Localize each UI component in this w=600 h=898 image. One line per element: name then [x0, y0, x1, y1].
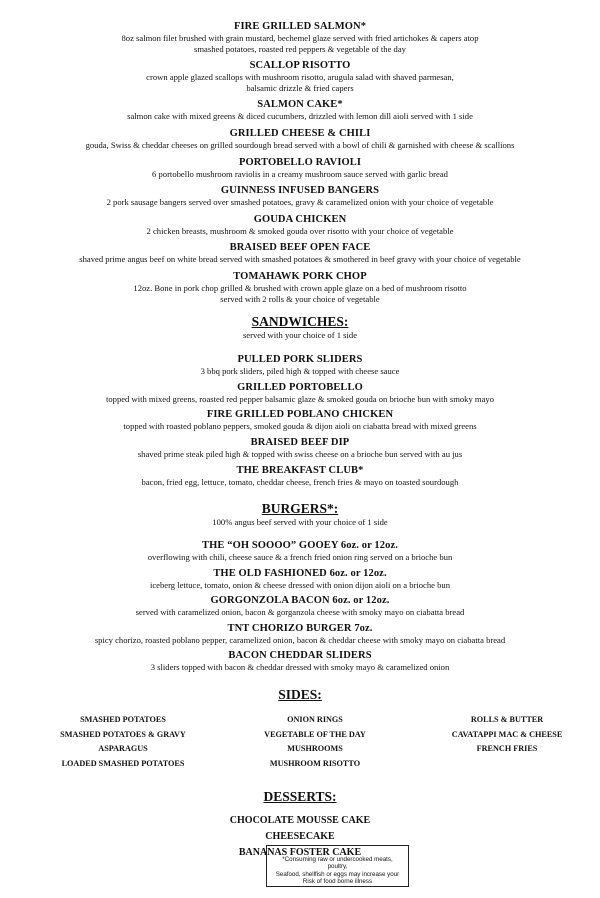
menu-item-description: topped with roasted poblano peppers, smoked gouda & dijon aioli on ciabatta bread with mixed greens	[123, 421, 477, 432]
menu-item-title: GRILLED CHEESE & CHILI	[229, 127, 371, 139]
side-item: VEGETABLE OF THE DAY	[264, 729, 366, 739]
entrees-section	[0, 0, 600, 304]
menu-item	[0, 60, 600, 93]
menu-item-description: salmon cake with mixed greens & diced cucumbers, drizzled with lemon dill aioli served with 1 side	[127, 111, 473, 122]
sandwiches-section	[0, 314, 600, 487]
dessert-item: CHEESECAKE	[265, 831, 335, 843]
side-item: SMASHED POTATOES & GRAVY	[60, 729, 186, 739]
burgers-section	[0, 501, 600, 673]
menu-item-description: shaved prime steak piled high & topped with swiss cheese on a brioche bun served with au jus	[137, 448, 463, 459]
menu-item-title: GUINNESS INFUSED BANGERS	[220, 185, 380, 197]
menu-item-description: crown apple glazed scallops with mushroom risotto, arugula salad with shaved parmesan,	[146, 72, 454, 83]
menu-item-description: 12oz. Bone in pork chop grilled & brushed with crown apple glaze on a bed of mushroom risotto	[133, 282, 467, 293]
menu-item-description: served with caramelized onion, bacon & gorganzola cheese with smoky mayo on ciabatta bread	[135, 607, 465, 618]
sandwiches-subtitle: served with your choice of 1 side	[242, 330, 358, 341]
menu-item-description: 2 chicken breasts, mushroom & smoked gouda over risotto with your choice of vegetable	[146, 225, 454, 236]
side-item: SMASHED POTATOES	[80, 715, 166, 725]
menu-item	[0, 409, 600, 432]
menu-item-description: smashed potatoes, roasted red peppers & vegetable of the day	[194, 43, 406, 54]
side-item: CAVATAPPI MAC & CHEESE	[451, 729, 563, 739]
side-item: ROLLS & BUTTER	[470, 715, 544, 725]
notice-line: Risk of food borne illness	[302, 878, 373, 886]
food-safety-notice	[266, 845, 409, 887]
menu-item-title: FIRE GRILLED SALMON*	[233, 21, 367, 32]
menu-item-title: SALMON CAKE*	[257, 99, 343, 111]
menu-item-description: bacon, fried egg, lettuce, tomato, cheddar cheese, french fries & mayo on toasted sourdough	[141, 476, 459, 487]
sides-column-2	[240, 713, 390, 771]
menu-item-description: 3 bbq pork sliders, piled high & topped with cheese sauce	[200, 366, 400, 377]
menu-item-description: topped with mixed greens, roasted red pepper balsamic glaze & smoked gouda on brioche bun with smoky mayo	[105, 393, 495, 404]
menu-item-description: iceberg lettuce, tomato, onion & cheese dressed with onion dijon aioli on a brioche bun	[149, 579, 451, 590]
menu-item	[0, 623, 600, 646]
side-item: MUSHROOMS	[287, 744, 343, 754]
burgers-subtitle: 100% angus beef served with your choice of 1 side	[212, 517, 388, 528]
menu-item-description: served with 2 rolls & your choice of vegetable	[220, 293, 380, 304]
sides-column-1	[48, 713, 198, 771]
menu-item-title: FIRE GRILLED POBLANO CHICKEN	[206, 409, 394, 421]
entrees-list	[0, 21, 600, 304]
dessert-item: CHOCOLATE MOUSSE CAKE	[229, 815, 371, 827]
menu-item	[0, 99, 600, 122]
menu-item-title: GORGONZOLA BACON 6oz. or 12oz.	[210, 595, 390, 607]
menu-item-description: overflowing with chili, cheese sauce & a french fried onion ring served on a brioche bun	[147, 552, 453, 563]
menu-item-description: 8oz salmon filet brushed with grain mustard, bechemel glaze served with fried artichokes & capers atop	[121, 33, 479, 43]
menu-item-description: shaved prime angus beef on white bread served with smashed potatoes & smothered in beef gravy with your choice of vegetable	[79, 254, 521, 265]
menu-item-title: TOMAHAWK PORK CHOP	[233, 270, 367, 282]
menu-item-title: GRILLED PORTOBELLO	[237, 381, 363, 393]
menu-item	[0, 568, 600, 591]
menu-item	[0, 650, 600, 673]
menu-item	[0, 157, 600, 180]
side-item: FRENCH FRIES	[476, 744, 538, 754]
sides-section	[0, 687, 600, 771]
side-item: MUSHROOM RISOTTO	[269, 758, 361, 768]
menu-item-description: balsamic drizzle & fried capers	[246, 82, 354, 93]
menu-item	[0, 437, 600, 460]
side-item: ASPARAGUS	[98, 744, 148, 754]
menu-item	[0, 214, 600, 237]
menu-item	[0, 540, 600, 563]
menu-item	[0, 128, 600, 151]
menu-item	[0, 382, 600, 405]
dessert-item: BANANAS FOSTER CAKE	[238, 847, 362, 859]
menu-item	[0, 271, 600, 304]
sides-title: SIDES:	[278, 687, 322, 703]
menu-item	[0, 465, 600, 488]
burgers-title: BURGERS*:	[261, 501, 339, 517]
sandwiches-title: SANDWICHES:	[251, 314, 349, 330]
menu-item-description: 3 sliders topped with bacon & cheddar dressed with smoky mayo & caramelized onion	[150, 662, 450, 673]
menu-item-description: spicy chorizo, roasted poblano pepper, caramelized onion, bacon & cheddar cheese with smoky mayo on ciabatta bread	[94, 634, 506, 645]
menu-item-title: BRAISED BEEF DIP	[250, 436, 350, 448]
notice-line: Seafood, shellfish or eggs may increase your	[275, 870, 400, 878]
menu-item-title: SCALLOP RISOTTO	[249, 60, 351, 72]
menu-item-title: TNT CHORIZO BURGER 7oz.	[227, 622, 373, 634]
side-item: ONION RINGS	[287, 715, 343, 725]
sandwiches-list	[0, 354, 600, 487]
menu-item-description: 6 portobello mushroom raviolis in a creamy mushroom sauce served with garlic bread	[152, 168, 448, 179]
menu-item-title: PULLED PORK SLIDERS	[237, 354, 363, 366]
menu-item-title: THE OLD FASHIONED 6oz. or 12oz.	[213, 567, 387, 579]
menu-item-title: BRAISED BEEF OPEN FACE	[229, 242, 371, 254]
desserts-title: DESSERTS:	[263, 789, 337, 805]
menu-item	[0, 242, 600, 265]
menu-item-title: THE BREAKFAST CLUB*	[236, 464, 364, 476]
menu-item-description: 2 pork sausage bangers served over smashed potatoes, gravy & caramelized onion with your choice of vegetable	[106, 197, 494, 208]
sides-column-3	[432, 713, 582, 771]
menu-item	[0, 595, 600, 618]
notice-line: *Consuming raw or undercooked meats, poultry,	[282, 856, 393, 871]
menu-item-title: PORTOBELLO RAVIOLI	[238, 156, 362, 168]
menu-item-title: BACON CHEDDAR SLIDERS	[228, 650, 372, 662]
sides-grid	[0, 713, 600, 771]
burgers-list	[0, 540, 600, 673]
menu-item	[0, 185, 600, 208]
menu-item-title: GOUDA CHICKEN	[253, 213, 347, 225]
menu-item	[0, 21, 600, 54]
side-item: LOADED SMASHED POTATOES	[61, 758, 185, 768]
menu-item-title: THE “OH SOOOO” GOOEY 6oz. or 12oz.	[202, 540, 398, 552]
menu-item-description: gouda, Swiss & cheddar cheeses on grilled sourdough bread served with a bowl of chili & garnished with cheese & scallions	[85, 139, 515, 150]
menu-item	[0, 354, 600, 377]
